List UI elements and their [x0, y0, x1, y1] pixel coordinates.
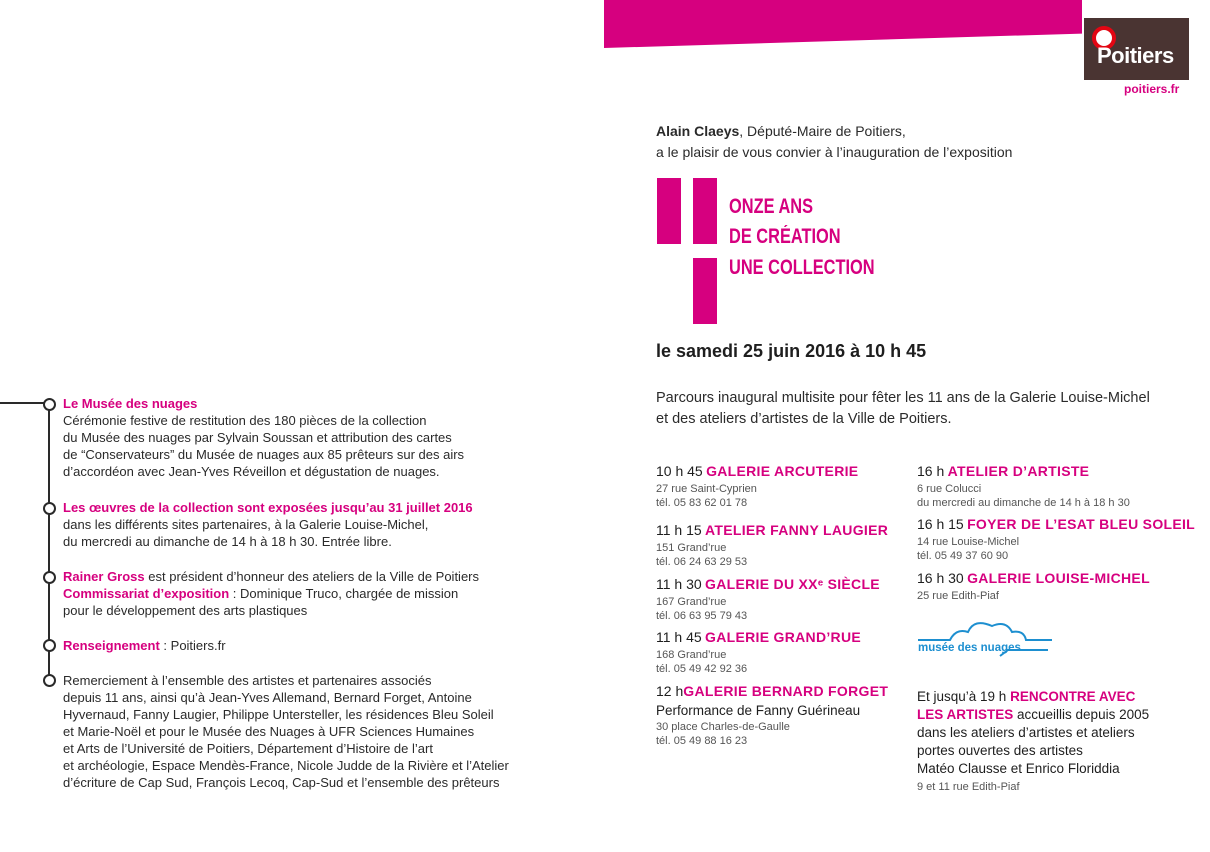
timeline-dot: [43, 502, 56, 515]
timeline-dot: [43, 398, 56, 411]
event-item: [656, 681, 888, 748]
final-line-5: Matéo Clausse et Enrico Floriddia: [917, 761, 1120, 776]
event-address: 168 Grand’rue: [656, 649, 727, 661]
exhibition-title-line-1: ONZE ANS: [729, 195, 814, 218]
info-block-renseignement: [63, 637, 543, 654]
final-rencontre: [917, 688, 1197, 796]
title-bar-left: [657, 178, 681, 244]
info-line: de “Conservateurs” du Musée de nuages aux 85 prêteurs sur des airs: [63, 447, 465, 462]
event-phone: tél. 06 24 63 29 53: [656, 556, 748, 568]
event-phone: tél. 05 49 37 60 90: [917, 550, 1009, 562]
info-text: : Dominique Truco, chargée de mission: [229, 586, 459, 601]
info-line: d’écriture de Cap Sud, François Lecoq, Cap-Sud et l’ensemble des prêteurs: [63, 775, 500, 790]
info-line: du mercredi au dimanche de 14 h à 18 h 30. Entrée libre.: [63, 534, 392, 549]
event-venue: ATELIER FANNY LAUGIER: [705, 522, 889, 538]
final-venue-2: LES ARTISTES: [917, 707, 1014, 722]
event-time: 11 h 15: [656, 522, 702, 538]
exhibition-title-line-2: DE CRÉATION: [729, 225, 841, 248]
host-invitation-line: a le plaisir de vous convier à l’inauguration de l’exposition: [656, 144, 1013, 160]
parcours-description: [656, 388, 1196, 430]
info-line: du Musée des nuages par Sylvain Soussan et attribution des cartes: [63, 430, 452, 445]
final-line-3: dans les ateliers d’artistes et ateliers: [917, 725, 1135, 740]
info-line: et Arts de l’Université de Poitiers, Département d’Histoire de l’art: [63, 741, 433, 756]
event-venue: GALERIE LOUISE-MICHEL: [967, 570, 1150, 586]
info-heading: Commissariat d’exposition: [63, 586, 230, 601]
timeline-hook: [0, 402, 48, 404]
event-item: [917, 514, 1195, 563]
event-phone: tél. 06 63 95 79 43: [656, 610, 748, 622]
final-rest: accueillis depuis 2005: [1013, 707, 1150, 722]
final-intro: Et jusqu’à 19 h: [917, 689, 1011, 704]
top-magenta-band: [604, 0, 1082, 48]
event-phone: tél. 05 49 88 16 23: [656, 735, 748, 747]
info-line: Hyvernaud, Fanny Laugier, Philippe Untersteller, les résidences Bleu Soleil: [63, 707, 494, 722]
event-date: le samedi 25 juin 2016 à 10 h 45: [656, 341, 927, 361]
host-name: Alain Claeys: [656, 123, 740, 139]
event-time: 11 h 30: [656, 576, 702, 592]
info-heading: Le Musée des nuages: [63, 396, 198, 411]
final-venue-1: RENCONTRE AVEC: [1010, 689, 1136, 704]
timeline-dot: [43, 639, 56, 652]
musee-logo-text: musée des nuages: [918, 642, 1021, 654]
musee-des-nuages-logo: [916, 620, 1056, 660]
event-venue: GALERIE BERNARD FORGET: [683, 683, 889, 699]
info-block-remerciements: [63, 672, 543, 791]
event-address: 30 place Charles-de-Gaulle: [656, 721, 790, 733]
event-item: [917, 568, 1150, 603]
event-item: [656, 461, 858, 510]
logo-url[interactable]: poitiers.fr: [1124, 82, 1180, 96]
title-bar-top: [693, 178, 717, 244]
timeline-dot: [43, 674, 56, 687]
parcours-line-1: Parcours inaugural multisite pour fêter les 11 ans de la Galerie Louise-Michel: [656, 390, 1150, 406]
event-performance: Performance de Fanny Guérineau: [656, 703, 861, 718]
event-time: 11 h 45: [656, 629, 702, 645]
event-venue: GALERIE DU XXᵉ SIÈCLE: [705, 576, 880, 592]
info-line: d’accordéon avec Jean-Yves Réveillon et dégustation de nuages.: [63, 464, 440, 479]
host-role: , Député-Maire de Poitiers,: [739, 123, 906, 139]
event-time: 10 h 45: [656, 463, 703, 479]
event-address: 151 Grand’rue: [656, 542, 727, 554]
title-bar-bottom: [693, 258, 717, 324]
timeline-dot: [43, 571, 56, 584]
info-heading: Renseignement: [63, 638, 160, 653]
logo-wordmark: Poitiers: [1097, 43, 1174, 68]
event-time: 16 h 15: [917, 516, 964, 532]
event-venue: GALERIE ARCUTERIE: [706, 463, 859, 479]
event-item: [656, 574, 880, 623]
event-venue: FOYER DE L’ESAT BLEU SOLEIL: [967, 516, 1196, 532]
timeline-line: [48, 403, 50, 679]
info-block-oeuvres: [63, 499, 543, 550]
invitation-host: [656, 121, 1012, 163]
info-line: depuis 11 ans, ainsi qu’à Jean-Yves Allemand, Bernard Forget, Antoine: [63, 690, 472, 705]
info-line: Remerciement à l’ensemble des artistes et partenaires associés: [63, 673, 432, 688]
info-line: et archéologie, Espace Mendès-France, Nicole Judde de la Rivière et l’Atelier: [63, 758, 509, 773]
event-address: 167 Grand’rue: [656, 596, 727, 608]
info-block-credits: [63, 568, 543, 619]
event-time: 12 h: [656, 683, 684, 699]
info-line: Cérémonie festive de restitution des 180 pièces de la collection: [63, 413, 427, 428]
info-text: est président d’honneur des ateliers de la Ville de Poitiers: [144, 569, 480, 584]
exhibition-title-line-3: UNE COLLECTION: [729, 256, 875, 279]
event-item: [656, 627, 861, 676]
info-line: et Marie-Noël et pour le Musée des Nuages à UFR Sciences Humaines: [63, 724, 475, 739]
event-venue: ATELIER D’ARTISTE: [947, 463, 1090, 479]
parcours-line-2: et des ateliers d’artistes de la Ville de Poitiers.: [656, 411, 952, 427]
event-address: 25 rue Edith-Piaf: [917, 590, 999, 602]
event-phone: tél. 05 83 62 01 78: [656, 497, 748, 509]
final-line-4: portes ouvertes des artistes: [917, 743, 1083, 758]
info-heading: Rainer Gross: [63, 569, 145, 584]
info-line: dans les différents sites partenaires, à la Galerie Louise-Michel,: [63, 517, 429, 532]
event-item: [917, 461, 1130, 510]
info-line: pour le développement des arts plastiques: [63, 603, 308, 618]
event-address: 6 rue Colucci: [917, 483, 982, 495]
event-time: 16 h 30: [917, 570, 964, 586]
event-venue: GALERIE GRAND’RUE: [705, 629, 862, 645]
event-address: 27 rue Saint-Cyprien: [656, 483, 757, 495]
event-hours: du mercredi au dimanche de 14 h à 18 h 30: [917, 497, 1130, 509]
final-address: 9 et 11 rue Edith-Piaf: [917, 781, 1020, 793]
info-heading: Les œuvres de la collection sont exposées jusqu’au 31 juillet 2016: [63, 500, 473, 515]
event-phone: tél. 05 49 42 92 36: [656, 663, 748, 675]
info-link[interactable]: : Poitiers.fr: [159, 638, 226, 653]
event-address: 14 rue Louise-Michel: [917, 536, 1020, 548]
event-item: [656, 520, 888, 569]
event-time: 16 h: [917, 463, 945, 479]
info-block-musee: [63, 395, 543, 480]
